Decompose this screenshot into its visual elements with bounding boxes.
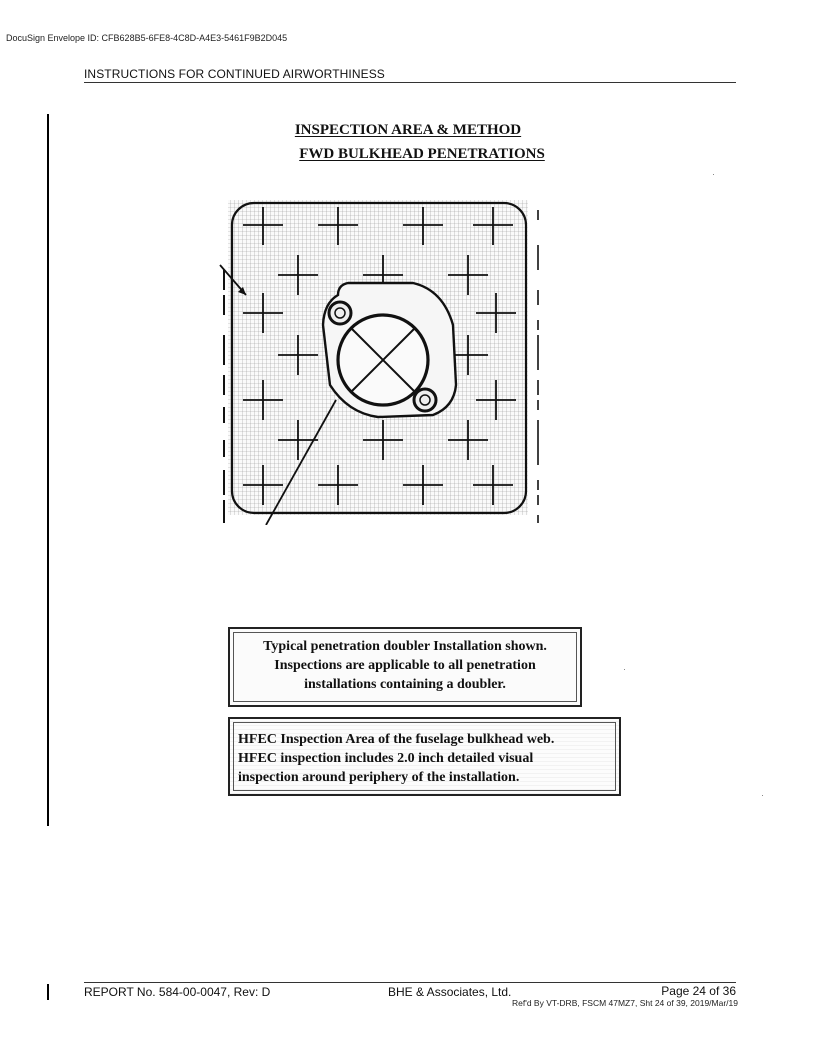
doubler-note-line3: installations containing a doubler. xyxy=(304,677,506,692)
hfec-note-line1: HFEC Inspection Area of the fuselage bulkhead web. xyxy=(238,732,555,747)
footer-report-number: REPORT No. 584-00-0047, Rev: D xyxy=(84,985,271,999)
bulkhead-penetration-diagram xyxy=(218,195,548,525)
docusign-envelope-id: DocuSign Envelope ID: CFB628B5-6FE8-4C8D-A4E3-5461F9B2D045 xyxy=(6,33,288,43)
doubler-note-line1: Typical penetration doubler Installation shown. xyxy=(263,639,547,654)
scan-speck xyxy=(624,669,625,670)
section-title-line2: FWD BULKHEAD PENETRATIONS xyxy=(299,146,545,162)
flange-bolt-hole-top xyxy=(329,302,351,324)
footer-reference: Ref'd By VT-DRB, FSCM 47MZ7, Sht 24 of 39, 2019/Mar/19 xyxy=(511,998,738,1008)
flange-bolt-hole-bottom xyxy=(414,389,436,411)
footer-rule xyxy=(84,982,736,983)
footer-company: BHE & Associates, Ltd. xyxy=(388,985,512,999)
header-rule xyxy=(84,82,736,83)
doubler-note-box xyxy=(228,627,582,707)
change-bar-footer xyxy=(47,984,49,1000)
change-bar-left xyxy=(47,114,49,826)
scan-speck xyxy=(713,174,714,175)
hfec-note-line3: inspection around periphery of the installation. xyxy=(238,770,520,785)
scan-speck xyxy=(762,795,763,796)
hfec-note-box xyxy=(228,717,621,796)
doubler-note-line2: Inspections are applicable to all penetration xyxy=(274,658,536,673)
section-title-line1: INSPECTION AREA & METHOD xyxy=(294,122,522,138)
footer-page-number: Page 24 of 36 xyxy=(661,984,736,998)
section-title xyxy=(0,122,816,170)
page-header-title: INSTRUCTIONS FOR CONTINUED AIRWORTHINESS xyxy=(84,67,385,81)
hfec-note-line2: HFEC inspection includes 2.0 inch detailed visual xyxy=(238,751,534,766)
